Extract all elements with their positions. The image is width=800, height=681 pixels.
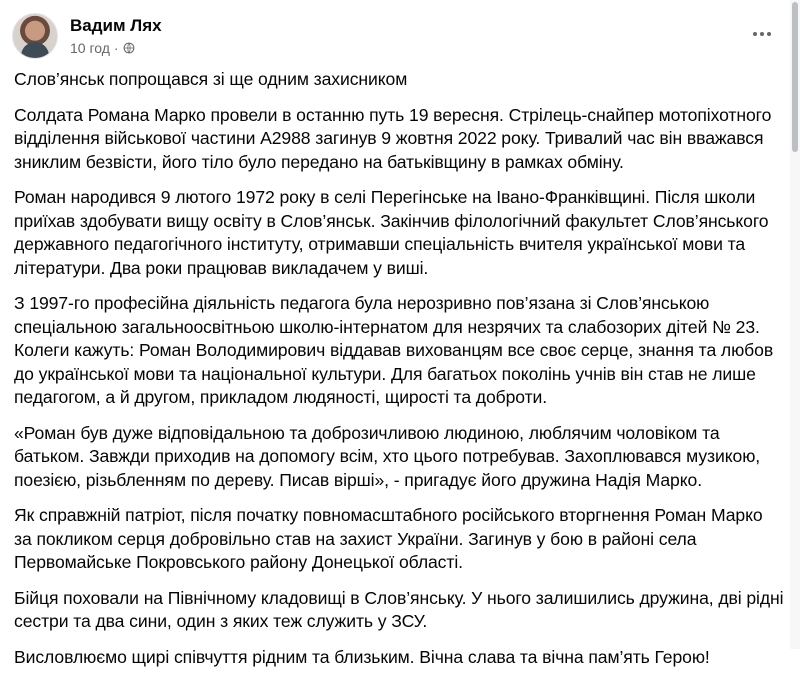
- more-horizontal-icon: [767, 32, 771, 36]
- post-paragraph: Висловлюємо щирі співчуття рідним та близьким. Вічна слава та вічна пам’ять Герою!: [14, 646, 710, 667]
- author-avatar[interactable]: [12, 13, 58, 59]
- post-subtitle: [70, 39, 162, 57]
- post-time[interactable]: 10 год: [70, 40, 110, 56]
- post-paragraph: «Роман був дуже відповідальною та доброзичливою людиною, люблячим чоловіком та батьком. Завжди приходив на допомогу всім, хто цього потребував. Захоплювався музикою, поезією, різьбленням по дереву. Писав вірші», - пригадує його дружина Надія Марко.: [14, 422, 761, 490]
- scrollbar-thumb[interactable]: [792, 2, 798, 152]
- post-paragraph: З 1997-го професійна діяльність педагога була нерозривно пов’язана зі Слов’янською спеціальною загальноосвітньою школю-інтернатом для незрячих та слабозорих дітей № 23. Колеги кажуть: Роман Володимирович віддавав вихованцям все своє серце, знання та любов до української мови та національної культури. Для багатьох поколінь учнів він став не лише педагогом, а й другом, прикладом людяності, щирості та доброти.: [14, 293, 774, 407]
- post-paragraph: Слов’янськ попрощався зі ще одним захисником: [14, 69, 408, 89]
- vertical-scrollbar[interactable]: [790, 0, 800, 649]
- more-horizontal-icon: [753, 32, 757, 36]
- post-paragraph: Роман народився 9 лютого 1972 року в селі Перегінське на Івано-Франківщині. Після школи приїхав здобувати вищу освіту в Слов’янськ. Закінчив філологічний факультет Слов’янського державного педагогічного інституту, отримавши спеціальність вчителя української мови та літератури. Два роки працював викладачем у виші.: [14, 187, 769, 278]
- post-paragraph: Бійця поховали на Північному кладовищі в Слов’янську. У нього залишились дружина, дві рідні сестри та два сини, один з яких теж служить у ЗСУ.: [14, 587, 784, 631]
- more-horizontal-icon: [760, 32, 764, 36]
- more-options-button[interactable]: [748, 24, 776, 44]
- post-paragraph: Солдата Романа Марко провели в останню путь 19 вересня. Стрілець-снайпер мотопіхотного відділення військової частини А2988 загинув 9 жовтня 2022 року. Тривалий час він вважався зниклим безвісти, його тіло було передано на батьківщину в рамках обміну.: [14, 104, 772, 172]
- post-header: [12, 12, 162, 60]
- post-paragraph: Як справжній патріот, після початку повномасштабного російського вторгнення Роман Марко за покликом серця добровільно став на захист України. Загинув у бою в районі села Первомайське Покровського району Донецької області.: [14, 505, 763, 572]
- globe-icon[interactable]: [123, 42, 135, 54]
- author-name[interactable]: Вадим Лях: [70, 16, 162, 35]
- separator-dot: ·: [113, 40, 119, 56]
- author-meta: [70, 15, 162, 57]
- post-content: [14, 68, 784, 681]
